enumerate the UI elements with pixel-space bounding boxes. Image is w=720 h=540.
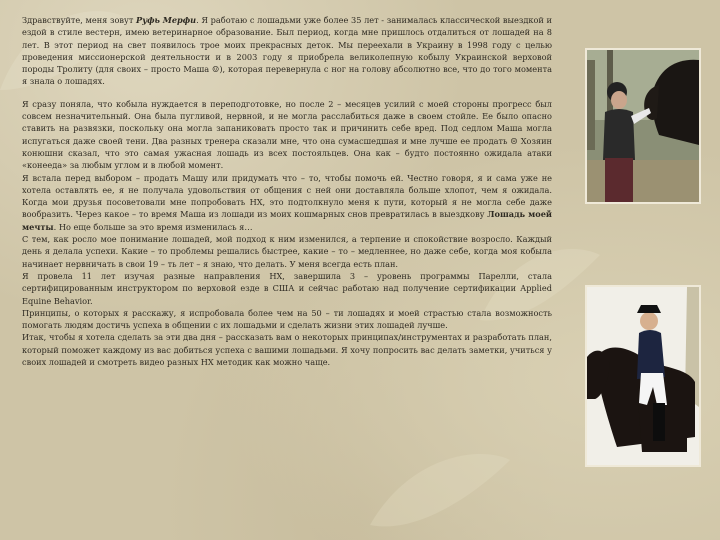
photo-woman-with-horse <box>585 48 701 204</box>
p3-before: Я встала перед выбором – продать Машу или придумать что – то, чтобы помочь ей. Честно говоря, я и сама уже не хотела оставлять ее, я не получала удовольствия от общения с ней они доставляла больше хлопот, чем я ожидала. Когда мои друзья посоветовали мне попробовать НХ, это подтолкнуло меня к пути, который я не могла себе даже вообразить. Через какое – то время Маша из лошади из моих кошмарных снов превратилась в выездкову <box>22 172 552 220</box>
highlight-phrase: Лошадь моей мечты <box>22 209 552 232</box>
paragraph-intro <box>22 14 552 88</box>
author-name: Руфь Мерфи <box>136 15 197 25</box>
intro-before: Здравствуйте, меня зовут <box>22 15 137 25</box>
paragraph-4: С тем, как росло мое понимание лошадей, мой подход к ним изменился, а терпение и спокойствие возросло. Каждый день я делала успехи. Какие – то проблемы решались быстрее, какие – то – медленнее, но даже себе, когда моя кобыла начинает нервничать в свои 19 – ть лет – я знаю, что делать. У меня всегда есть план. <box>22 234 552 269</box>
photo-dressage-rider <box>585 285 701 467</box>
paragraph-5: Я провела 11 лет изучая разные направления НХ, завершила 3 – уровень программы Парелли, стала сертифицированным инструктором по верховой езде в США и сейчас работаю над получение сертификации Applied Equine Behavior. <box>22 270 552 306</box>
paragraph-7: Итак, чтобы я хотела сделать за эти два дня – рассказать вам о некоторых принципах/инструментах и разработать план, который поможет каждому из вас добиться успеха с вашими лошадьми. Я хочу попросить вас делать заметки, учиться у своих лошадей и смотреть видео разных НХ методик как можно чаще. <box>22 332 552 368</box>
paragraph-2: Я сразу поняла, что кобыла нуждается в переподготовке, но после 2 – месяцев усилий с моей стороны прогресс был совсем незначительный. Она была пугливой, нервной, и не могла расслабиться даже в своем стойле. Ее было опасно ставить на развязки, поскольку она могла запаниковать просто так и причинить себе вред. Под седлом Маша могла испугаться даже своей тени. Два разных тренера сказали мне, что она сумасшедшая и мне лучше ее продать ☹ Хозяин конюшни сказал, что это самая ужасная лошадь из всех постояльцев. Она как – будто постоянно ожидала атаки «конеедa» за любым углом и в любой момент. <box>22 98 552 171</box>
document-body <box>22 14 552 368</box>
paragraph-3 <box>22 172 552 233</box>
p3-after: . Но еще больше за это время изменилась я… <box>53 221 253 232</box>
paragraph-6: Принципы, о которых я расскажу, я испробовала более чем на 50 – ти лошадях и моей страстью стала возможность помогать людям достичь успеха в общении с их лошадьми и сделать жизни этих лошадей лучше. <box>22 307 552 331</box>
leaf-decoration-icon <box>360 430 520 540</box>
intro-after: . Я работаю с лошадьми уже более 35 лет - занималась классической выездкой и ездой в стиле вестерн, имею ветеринарное образование. Был период, когда мне пришлось отдалиться от лошадей на 8 лет. В этот период на свет появилось трое моих прекрасных деток. Мы переехали в Украину в 1998 году с целью проведения миссионерской деятельности и в 2003 году я приобрела великолепную кобылу Украинской верховой породы Тролиту (для своих – просто Маша ☺), которая перевернула с ног на голову абсолютно все, что до того момента я знала о лошадях. <box>22 15 552 87</box>
